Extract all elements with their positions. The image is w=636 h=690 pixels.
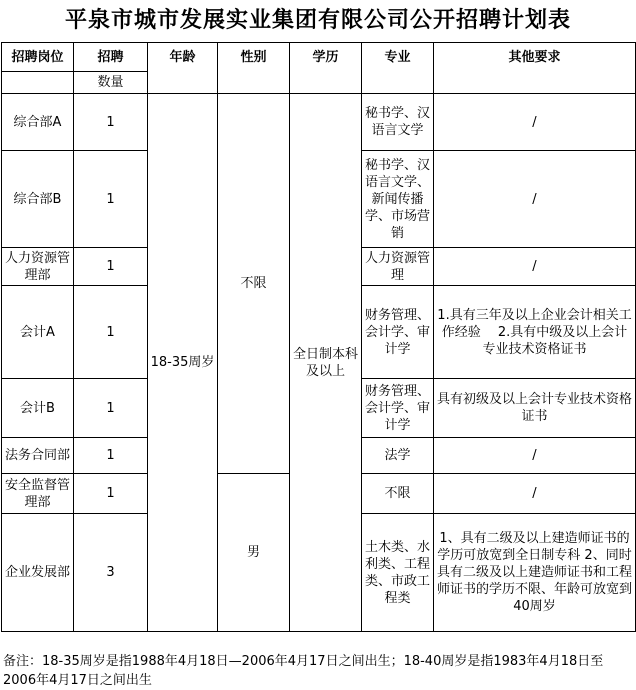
cell-education-merged: 全日制本科及以上 — [290, 94, 362, 632]
cell-other: 具有初级及以上会计专业技术资格证书 — [434, 379, 636, 438]
cell-major: 土木类、水利类、工程类、市政工程类 — [362, 514, 434, 632]
cell-position: 法务合同部 — [2, 438, 74, 474]
cell-gender-merged-b: 男 — [218, 474, 290, 632]
cell-major: 人力资源管理 — [362, 248, 434, 286]
cell-position: 安全监督管理部 — [2, 474, 74, 514]
cell-age-merged: 18-35周岁 — [148, 94, 218, 632]
cell-major: 秘书学、汉语言文学 — [362, 94, 434, 151]
header-major: 专业 — [362, 43, 434, 94]
recruitment-table — [1, 42, 636, 632]
header-count: 招聘 — [74, 43, 148, 72]
cell-other: / — [434, 94, 636, 151]
cell-other: 1.具有三年及以上企业会计相关工作经验 2.具有中级及以上会计专业技术资格证书 — [434, 286, 636, 379]
cell-count: 1 — [74, 248, 148, 286]
header-gender: 性别 — [218, 43, 290, 94]
cell-position: 人力资源管理部 — [2, 248, 74, 286]
cell-major: 法学 — [362, 438, 434, 474]
cell-other: 1、具有二级及以上建造师证书的学历可放宽到全日制专科 2、同时具有二级及以上建造师证书和工程师证书的学历不限、年龄可放宽到40周岁 — [434, 514, 636, 632]
cell-gender-merged-a: 不限 — [218, 94, 290, 474]
header-count-sub: 数量 — [74, 72, 148, 94]
cell-position: 综合部A — [2, 94, 74, 151]
cell-major: 秘书学、汉语言文学、新闻传播学、市场营销 — [362, 151, 434, 248]
header-position: 招聘岗位 — [2, 43, 74, 72]
cell-major: 财务管理、会计学、审计学 — [362, 286, 434, 379]
cell-count: 1 — [74, 474, 148, 514]
cell-count: 1 — [74, 94, 148, 151]
cell-count: 1 — [74, 151, 148, 248]
header-education: 学历 — [290, 43, 362, 94]
cell-count: 1 — [74, 379, 148, 438]
header-position-blank — [2, 72, 74, 94]
cell-position: 会计B — [2, 379, 74, 438]
cell-count: 3 — [74, 514, 148, 632]
page-title: 平泉市城市发展实业集团有限公司公开招聘计划表 — [64, 8, 571, 33]
table-row — [2, 94, 636, 151]
footnote: 备注：18-35周岁是指1988年4月18日—2006年4月17日之间出生；18-40周岁是指1983年4月18日至2006年4月17日之间出生 — [3, 654, 604, 688]
cell-count: 1 — [74, 438, 148, 474]
cell-other: / — [434, 438, 636, 474]
cell-position: 会计A — [2, 286, 74, 379]
header-other: 其他要求 — [434, 43, 636, 94]
cell-other: / — [434, 151, 636, 248]
cell-other: / — [434, 248, 636, 286]
header-age: 年龄 — [148, 43, 218, 94]
cell-major: 不限 — [362, 474, 434, 514]
cell-major: 财务管理、会计学、审计学 — [362, 379, 434, 438]
table-header-row — [2, 43, 636, 72]
cell-other: / — [434, 474, 636, 514]
cell-position: 综合部B — [2, 151, 74, 248]
cell-position: 企业发展部 — [2, 514, 74, 632]
cell-count: 1 — [74, 286, 148, 379]
